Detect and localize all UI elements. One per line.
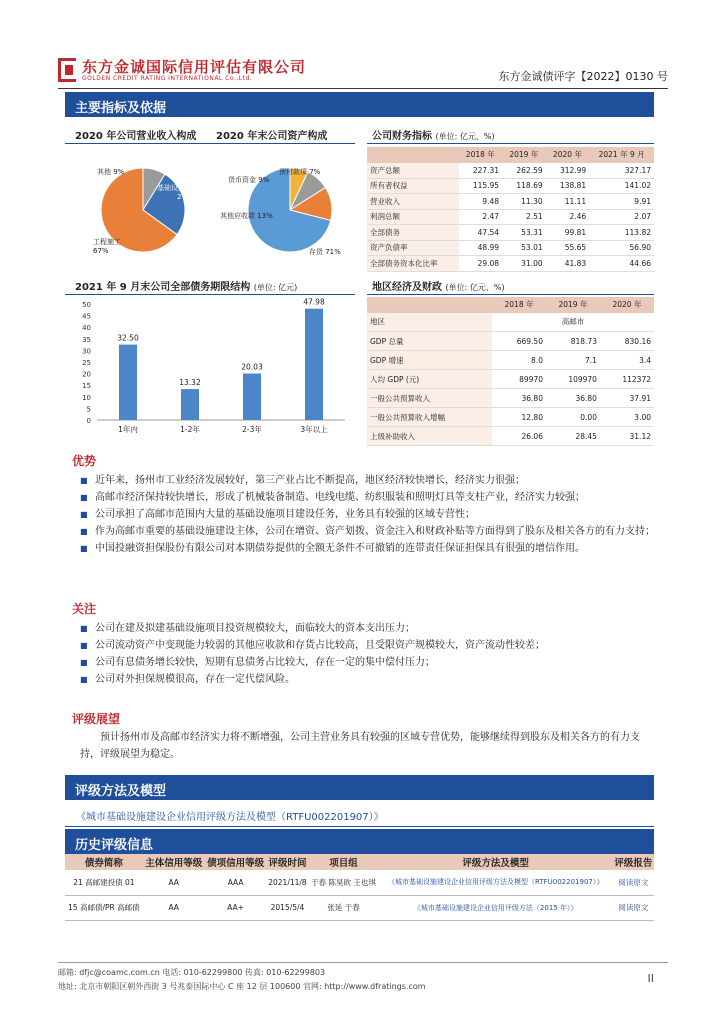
bar [305,309,323,420]
pie2-label-prepaid: 预付款项 7% [279,168,321,176]
history-col-header: 评级方法及模型 [379,854,613,870]
read-report-link[interactable]: 阅读原文 [613,870,654,895]
fin-row-label: 利润总额 [367,209,459,225]
pie-title-divider [65,143,355,144]
y-tick-label: 40 [82,324,91,333]
fin-row-label: 资产总额 [367,163,459,179]
region-col-header [367,297,492,313]
region-table-row [367,370,654,389]
history-cell: 于春 陈昊欧 王也琪 [308,870,378,895]
footer-address: 地址: 北京市朝阳区朝外西街 3 号兆泰国际中心 C 座 12 层 100600 官网: http://www.dfratings.com [58,982,426,991]
bar-value-label: 13.32 [179,378,201,388]
footer-contact: 邮箱: dfjc@coamc.com.cn 电话: 010-62299800 传真: 010-62299803 [58,968,326,977]
region-row-label: 一般公共预算收入增幅 [367,408,492,427]
company-name-en: GOLDEN CREDIT RATING INTERNATIONAL Co.,Ltd. [82,75,253,82]
footer-divider [58,962,668,963]
region-row-label: GDP 总量 [367,332,492,351]
fin-table-row [367,256,654,272]
fin-row-label: 营业收入 [367,194,459,210]
y-tick-label: 45 [82,312,91,321]
region-cell: 3.00 [600,408,654,427]
concerns-list [80,620,655,688]
history-table-body [65,870,654,920]
fin-cell: 138.81 [546,178,590,194]
history-cell: AAA [205,870,267,895]
history-cell: AA [143,895,205,920]
y-tick-label: 50 [82,301,91,309]
region-cell: 109970 [546,370,600,389]
bar-title-divider [65,294,355,295]
region-col-header: 2019 年 [546,297,600,313]
fin-cell: 262.59 [502,163,546,179]
region-table-row [367,427,654,446]
fin-cell: 312.99 [546,163,590,179]
concerns-item: ■ 公司对外担保规模很高，存在一定代偿风险。 [80,671,655,688]
history-col-header: 债项信用等级 [205,854,267,870]
bar-value-label: 20.03 [241,362,263,372]
history-cell: 2021/11/8 [267,870,309,895]
region-table-title [372,278,505,293]
fin-cell: 2.51 [502,209,546,225]
pie2-title: 2020 年末公司资产构成 [216,131,328,142]
fin-row-label: 所有者权益 [367,178,459,194]
method-divider [65,826,654,827]
concerns-heading: 关注 [72,602,97,616]
outlook-heading: 评级展望 [72,712,121,726]
region-title-divider [367,294,654,295]
region-row-label: GDP 增速 [367,351,492,370]
history-cell: 15 高邮债/PR 高邮债 [65,895,143,920]
region-cell: 36.80 [546,389,600,408]
strengths-item: ■ 公司承担了高邮市范围内大量的基础设施项目建设任务，业务具有较强的区域专营性； [80,506,655,523]
fin-table-title [372,127,495,142]
fin-table-row [367,163,654,179]
region-table-row [367,332,654,351]
region-name-row [367,313,654,332]
fin-col-header: 2019 年 [502,147,546,163]
pie2-label-cash: 货币资金 9% [228,176,270,184]
section-rating-history: 历史评级信息 [65,829,654,854]
region-label: 地区 [367,313,492,332]
fin-cell: 113.82 [589,225,654,241]
concerns-item: ■ 公司流动资产中变现能力较弱的其他应收款和存货占比较高，且受限资产规模较大，资产流动性较差； [80,637,655,654]
fin-title-divider [367,143,654,144]
fin-cell: 55.65 [546,240,590,256]
rating-history-table [65,854,654,921]
y-tick-label: 35 [82,335,91,344]
x-tick-label: 1年内 [118,425,138,434]
fin-table-body [367,163,654,272]
fin-cell: 11.30 [502,194,546,210]
history-cell: 2015/5/4 [267,895,309,920]
fin-cell: 9.48 [459,194,503,210]
region-cell: 89970 [492,370,546,389]
region-table-row [367,408,654,427]
fin-table-header [367,147,654,163]
strengths-heading: 优势 [72,454,97,468]
concerns-item: ■ 公司有息债务增长较快，短期有息债务占比较大，存在一定的集中偿付压力； [80,654,655,671]
region-cell: 0.00 [546,408,600,427]
page-number: II [647,972,654,985]
region-row-label: 上级补助收入 [367,427,492,446]
bar [119,345,137,420]
region-table-header [367,297,654,313]
page-header [58,54,668,88]
fin-cell: 44.66 [589,256,654,272]
history-col-header: 评级报告 [613,854,654,870]
fin-cell: 41.83 [546,256,590,272]
fin-cell: 47.54 [459,225,503,241]
read-report-link[interactable]: 阅读原文 [613,895,654,920]
fin-table-row [367,225,654,241]
fin-col-header: 2021 年 9 月 [589,147,654,163]
y-tick-label: 20 [82,370,91,379]
fin-cell: 118.69 [502,178,546,194]
region-table-title-text: 地区经济及财政 [372,282,442,293]
fin-cell: 99.81 [546,225,590,241]
bar-chart-title-text: 2021 年 9 月末公司全部债务期限结构 [75,282,251,293]
history-col-header: 主体信用等级 [143,854,205,870]
method-link[interactable]: 《城市基础设施建设企业信用评级方法及模型（RTFU002201907）》 [76,812,384,823]
section-main-indicators: 主要指标及依据 [65,92,654,117]
pie1-title: 2020 年公司营业收入构成 [75,131,197,142]
history-col-header: 项目组 [308,854,378,870]
fin-table-row [367,209,654,225]
fin-cell: 53.01 [502,240,546,256]
fin-cell: 48.99 [459,240,503,256]
pie-charts [65,146,355,268]
strengths-item: ■ 高邮市经济保持较快增长，形成了机械装备制造、电线电缆、纺织服装和照明灯具等支柱产业，经济实力较强； [80,489,655,506]
pie1-label-infrastructure: 基础设施建设 27% [157,184,199,201]
pie2-label-other-receivables: 其他应收款 13% [220,212,273,220]
fin-cell: 2.46 [546,209,590,225]
strengths-list [80,472,655,557]
y-tick-label: 30 [82,347,91,356]
bar-chart-unit: (单位: 亿元) [253,283,298,292]
strengths-item: ■ 作为高邮市重要的基础设施建设主体，公司在增资、资产划拨、资金注入和财政补贴等方面得到了股东及相关各方的有力支持； [80,523,655,540]
region-cell: 669.50 [492,332,546,351]
region-cell: 8.0 [492,351,546,370]
fin-cell: 31.00 [502,256,546,272]
company-logo-icon [58,58,76,82]
pie2-label-inventory: 存货 71% [309,248,341,256]
history-cell: AA+ [205,895,267,920]
bar-chart-title [75,278,297,293]
y-tick-label: 0 [86,417,91,425]
region-row-label: 人均 GDP (元) [367,370,492,389]
region-cell: 12.80 [492,408,546,427]
region-name: 高邮市 [492,313,654,332]
y-tick-label: 10 [82,393,91,402]
strengths-item: ■ 近年来，扬州市工业经济发展较好，第三产业占比不断提高，地区经济较快增长，经济实力很强； [80,472,655,489]
region-col-header: 2020 年 [600,297,654,313]
region-cell: 37.91 [600,389,654,408]
fin-row-label: 资产负债率 [367,240,459,256]
region-cell: 7.1 [546,351,600,370]
region-table-row [367,389,654,408]
history-method-link[interactable]: 《城市基础设施建设企业信用评级方法（2015 年）》 [379,895,613,920]
bar [243,374,261,420]
fin-cell: 11.11 [546,194,590,210]
y-tick-label: 15 [82,382,91,391]
x-tick-label: 1-2年 [180,425,200,434]
fin-row-label: 全部债务资本化比率 [367,256,459,272]
region-cell: 818.73 [546,332,600,351]
region-cell: 112372 [600,370,654,389]
history-method-link[interactable]: 《城市基础设施建设企业信用评级方法及模型（RTFU002201907）》 [379,870,613,895]
concerns-item: ■ 公司在建及拟建基础设施项目投资规模较大，面临较大的资本支出压力； [80,620,655,637]
fin-cell: 29.08 [459,256,503,272]
regional-economy-table [367,297,654,446]
financial-indicators-table [367,147,654,272]
fin-cell: 115.95 [459,178,503,194]
bar-value-label: 47.98 [303,297,325,307]
fin-table-title-text: 公司财务指标 [372,131,432,142]
y-tick-label: 5 [86,405,91,414]
history-col-header: 评级时间 [267,854,309,870]
history-table-header [65,854,654,870]
fin-cell: 327.17 [589,163,654,179]
fin-row-label: 全部债务 [367,225,459,241]
region-cell: 28.45 [546,427,600,446]
fin-cell: 141.02 [589,178,654,194]
region-table-unit: (单位: 亿元、%) [445,283,505,292]
region-cell: 830.16 [600,332,654,351]
fin-table-row [367,240,654,256]
company-name-cn: 东方金诚国际信用评估有限公司 [82,58,307,76]
region-row-label: 一般公共预算收入 [367,389,492,408]
region-col-header: 2018 年 [492,297,546,313]
history-row [65,870,654,895]
fin-table-unit: (单位: 亿元、%) [435,132,495,141]
history-col-header: 债券简称 [65,854,143,870]
fin-table-row [367,194,654,210]
x-tick-label: 2-3年 [242,425,262,434]
history-cell: AA [143,870,205,895]
fin-cell: 56.90 [589,240,654,256]
fin-col-header [367,147,459,163]
fin-cell: 9.91 [589,194,654,210]
pie1-label-other: 其他 9% [97,168,125,176]
x-tick-label: 3年以上 [300,425,328,434]
bar [181,389,199,420]
region-cell: 36.80 [492,389,546,408]
region-table-body [367,313,654,446]
debt-maturity-bar-chart [65,296,355,441]
fin-col-header: 2020 年 [546,147,590,163]
history-row [65,895,654,920]
fin-cell: 2.47 [459,209,503,225]
history-cell: 21 高邮建投债 01 [65,870,143,895]
document-number: 东方金诚债评字【2022】0130 号 [498,70,668,83]
region-cell: 26.06 [492,427,546,446]
fin-cell: 2.07 [589,209,654,225]
section-rating-method: 评级方法及模型 [65,775,654,800]
bar-value-label: 32.50 [117,333,139,343]
fin-cell: 227.31 [459,163,503,179]
fin-col-header: 2018 年 [459,147,503,163]
header-divider [58,88,668,89]
fin-table-row [367,178,654,194]
outlook-text: 预计扬州市及高邮市经济实力将不断增强，公司主营业务具有较强的区域专营优势，能够继续得到股东及相关各方的有力支持，评级展望为稳定。 [80,732,640,760]
region-table-row [367,351,654,370]
strengths-item: ■ 中国投融资担保股份有限公司对本期债券提供的全额无条件不可撤销的连带责任保证担保具有很强的增信作用。 [80,540,655,557]
history-cell: 张延 于春 [308,895,378,920]
fin-cell: 53.31 [502,225,546,241]
pie1-label-engineering: 工程施工 67% [93,238,121,255]
region-cell: 3.4 [600,351,654,370]
region-cell: 31.12 [600,427,654,446]
y-tick-label: 25 [82,359,91,367]
